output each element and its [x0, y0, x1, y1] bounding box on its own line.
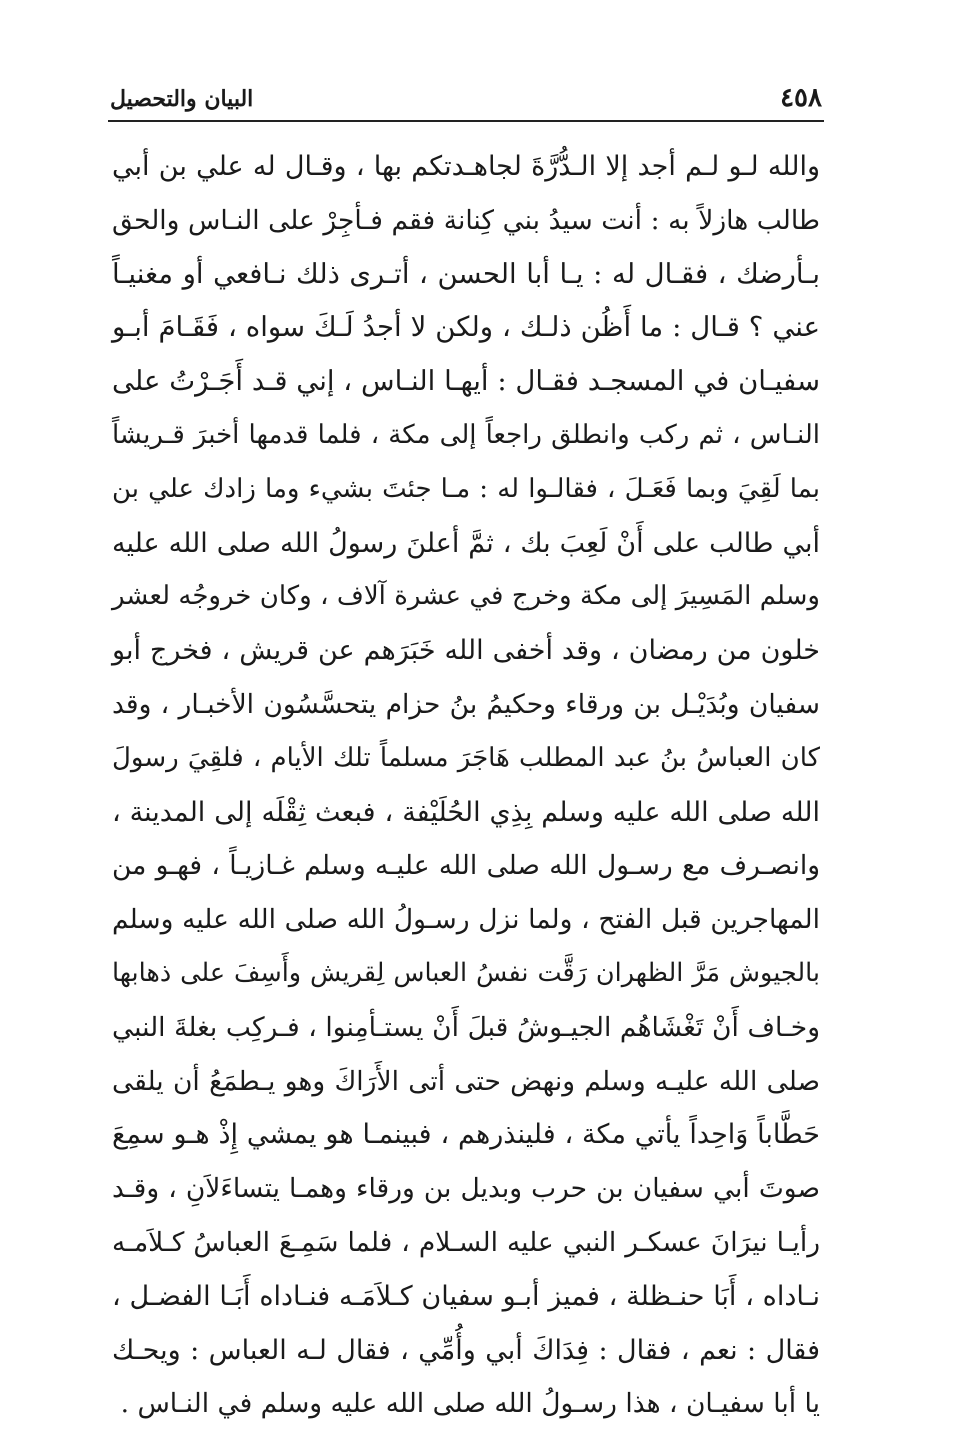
text-line: وخـاف أَنْ تَغْشَاهُم الجيـوشُ قبلَ أَنْ يستـأمِنوا ، فـركِب بغلةَ النبي: [112, 1011, 820, 1043]
text-line: عني ؟ قـال : ما أَظُن ذلـك ، ولكن لا أجدُ لَـكَ سواه ، فَقَـامَ أبـو: [112, 311, 820, 344]
text-line: يا أبا سفيـان ، هذا رسـولُ الله صلى الله عليه وسلم في النـاس .: [120, 1388, 820, 1420]
text-line: بالجيوش مَرَّ الظهران رَقَّت نفسُ العباس لِقريش وأَسِفَ على ذهابها: [112, 957, 820, 988]
text-line: صلى الله عليـه وسلم ونهض حتى أتى الأَرَاكَ وهو يـطمَعُ أن يلقى: [112, 1065, 820, 1097]
text-line: بـأرضك ، فقـال له : يـا أبا الحسن ، أتـرى ذلك نـافعي أو مغنيـاً: [112, 257, 820, 290]
text-line: كان العباسُ بنُ عبد المطلب هَاجَرَ مسلماً تلك الأيام ، فلقِيَ رسولَ: [112, 742, 820, 773]
text-line: الله صلى الله عليه وسلم بِذِي الحُلَيْفة ، فبعث ثِقْلَه إلى المدينة ،: [112, 796, 820, 828]
text-line: صوتَ أبي سفيان بن حرب وبديل بن ورقاء وهمـا يتساءَلاَنِ ، وقـد: [112, 1173, 820, 1205]
body-text: [112, 140, 820, 1431]
text-line: نـاداه ، أَبَا حنـظلة ، فميز أبـو سفيان كـلاَمَـه فنـاداه أَبَـا الفضـل ،: [112, 1280, 820, 1312]
text-line: خلون من رمضان ، وقد أخفى الله خَبَرَهم عن قريش ، فخرج أبو: [112, 635, 820, 667]
text-line: سفيان وبُدَيْـل بن ورقاء وحكيمُ بنُ حزام يتحسَّسُون الأخبـار ، وقد: [112, 688, 820, 720]
running-title: البيان والتحصيل: [110, 86, 254, 112]
text-line: سفيـان في المسجـد فقـال : أيهـا النـاس ، إني قـد أَجَـرْتُ على: [112, 365, 820, 398]
text-line: وسلم المَسِيرَ إلى مكة وخرج في عشرة آلاف ، وكان خروجُه لعشر: [112, 581, 820, 612]
text-line: طالب هازلاً به : أنت سيدُ بني كِنانة فقم فـأجِرْ على النـاس والحق: [112, 204, 820, 236]
text-line: فقال : نعم ، فقال : فِدَاكَ أبي وأُمِّي ، فقال لـه العباس : ويحـك: [112, 1334, 820, 1366]
header-divider: [108, 120, 824, 122]
page-number: ٤٥٨: [780, 83, 822, 113]
text-line: والله لـو لـم أجد إلا الـدُّرَّةَ لجاهـدتكم بها ، وقـال له علي بن أبي: [112, 151, 820, 182]
text-line: بما لَقِيَ وبما فَعَـلَ ، فقالـوا له : مـا جئتَ بشيء وما زادك علي بن: [112, 473, 820, 504]
text-line: المهاجرين قبل الفتح ، ولما نزل رسـولُ الله صلى الله عليه وسلم: [112, 904, 820, 936]
text-line: وانصـرف مع رسـول الله صلى الله عليـه وسلم غـازيـاً ، فهـو من: [112, 850, 820, 882]
text-line: النـاس ، ثم ركب وانطلق راجعاً إلى مكة ، فلما قدمها أخبرَ قـريشاً: [112, 419, 820, 450]
text-line: رأيـا نيرَانَ عسكـر النبي عليه السـلام ، فلما سَمِـعَ العباسُ كـلاَمـه: [112, 1226, 820, 1258]
text-line: حَطَّاباً وَاحِداً يأتي مكة ، فلينذرهم ، فبينمـا هو يمشي إِذْ هـو سمِعَ: [112, 1119, 820, 1151]
running-header: [110, 80, 822, 116]
text-line: أبي طالب على أَنْ لَعِبَ بك ، ثمَّ أعلنَ رسولُ الله صلى الله عليه: [112, 527, 820, 559]
